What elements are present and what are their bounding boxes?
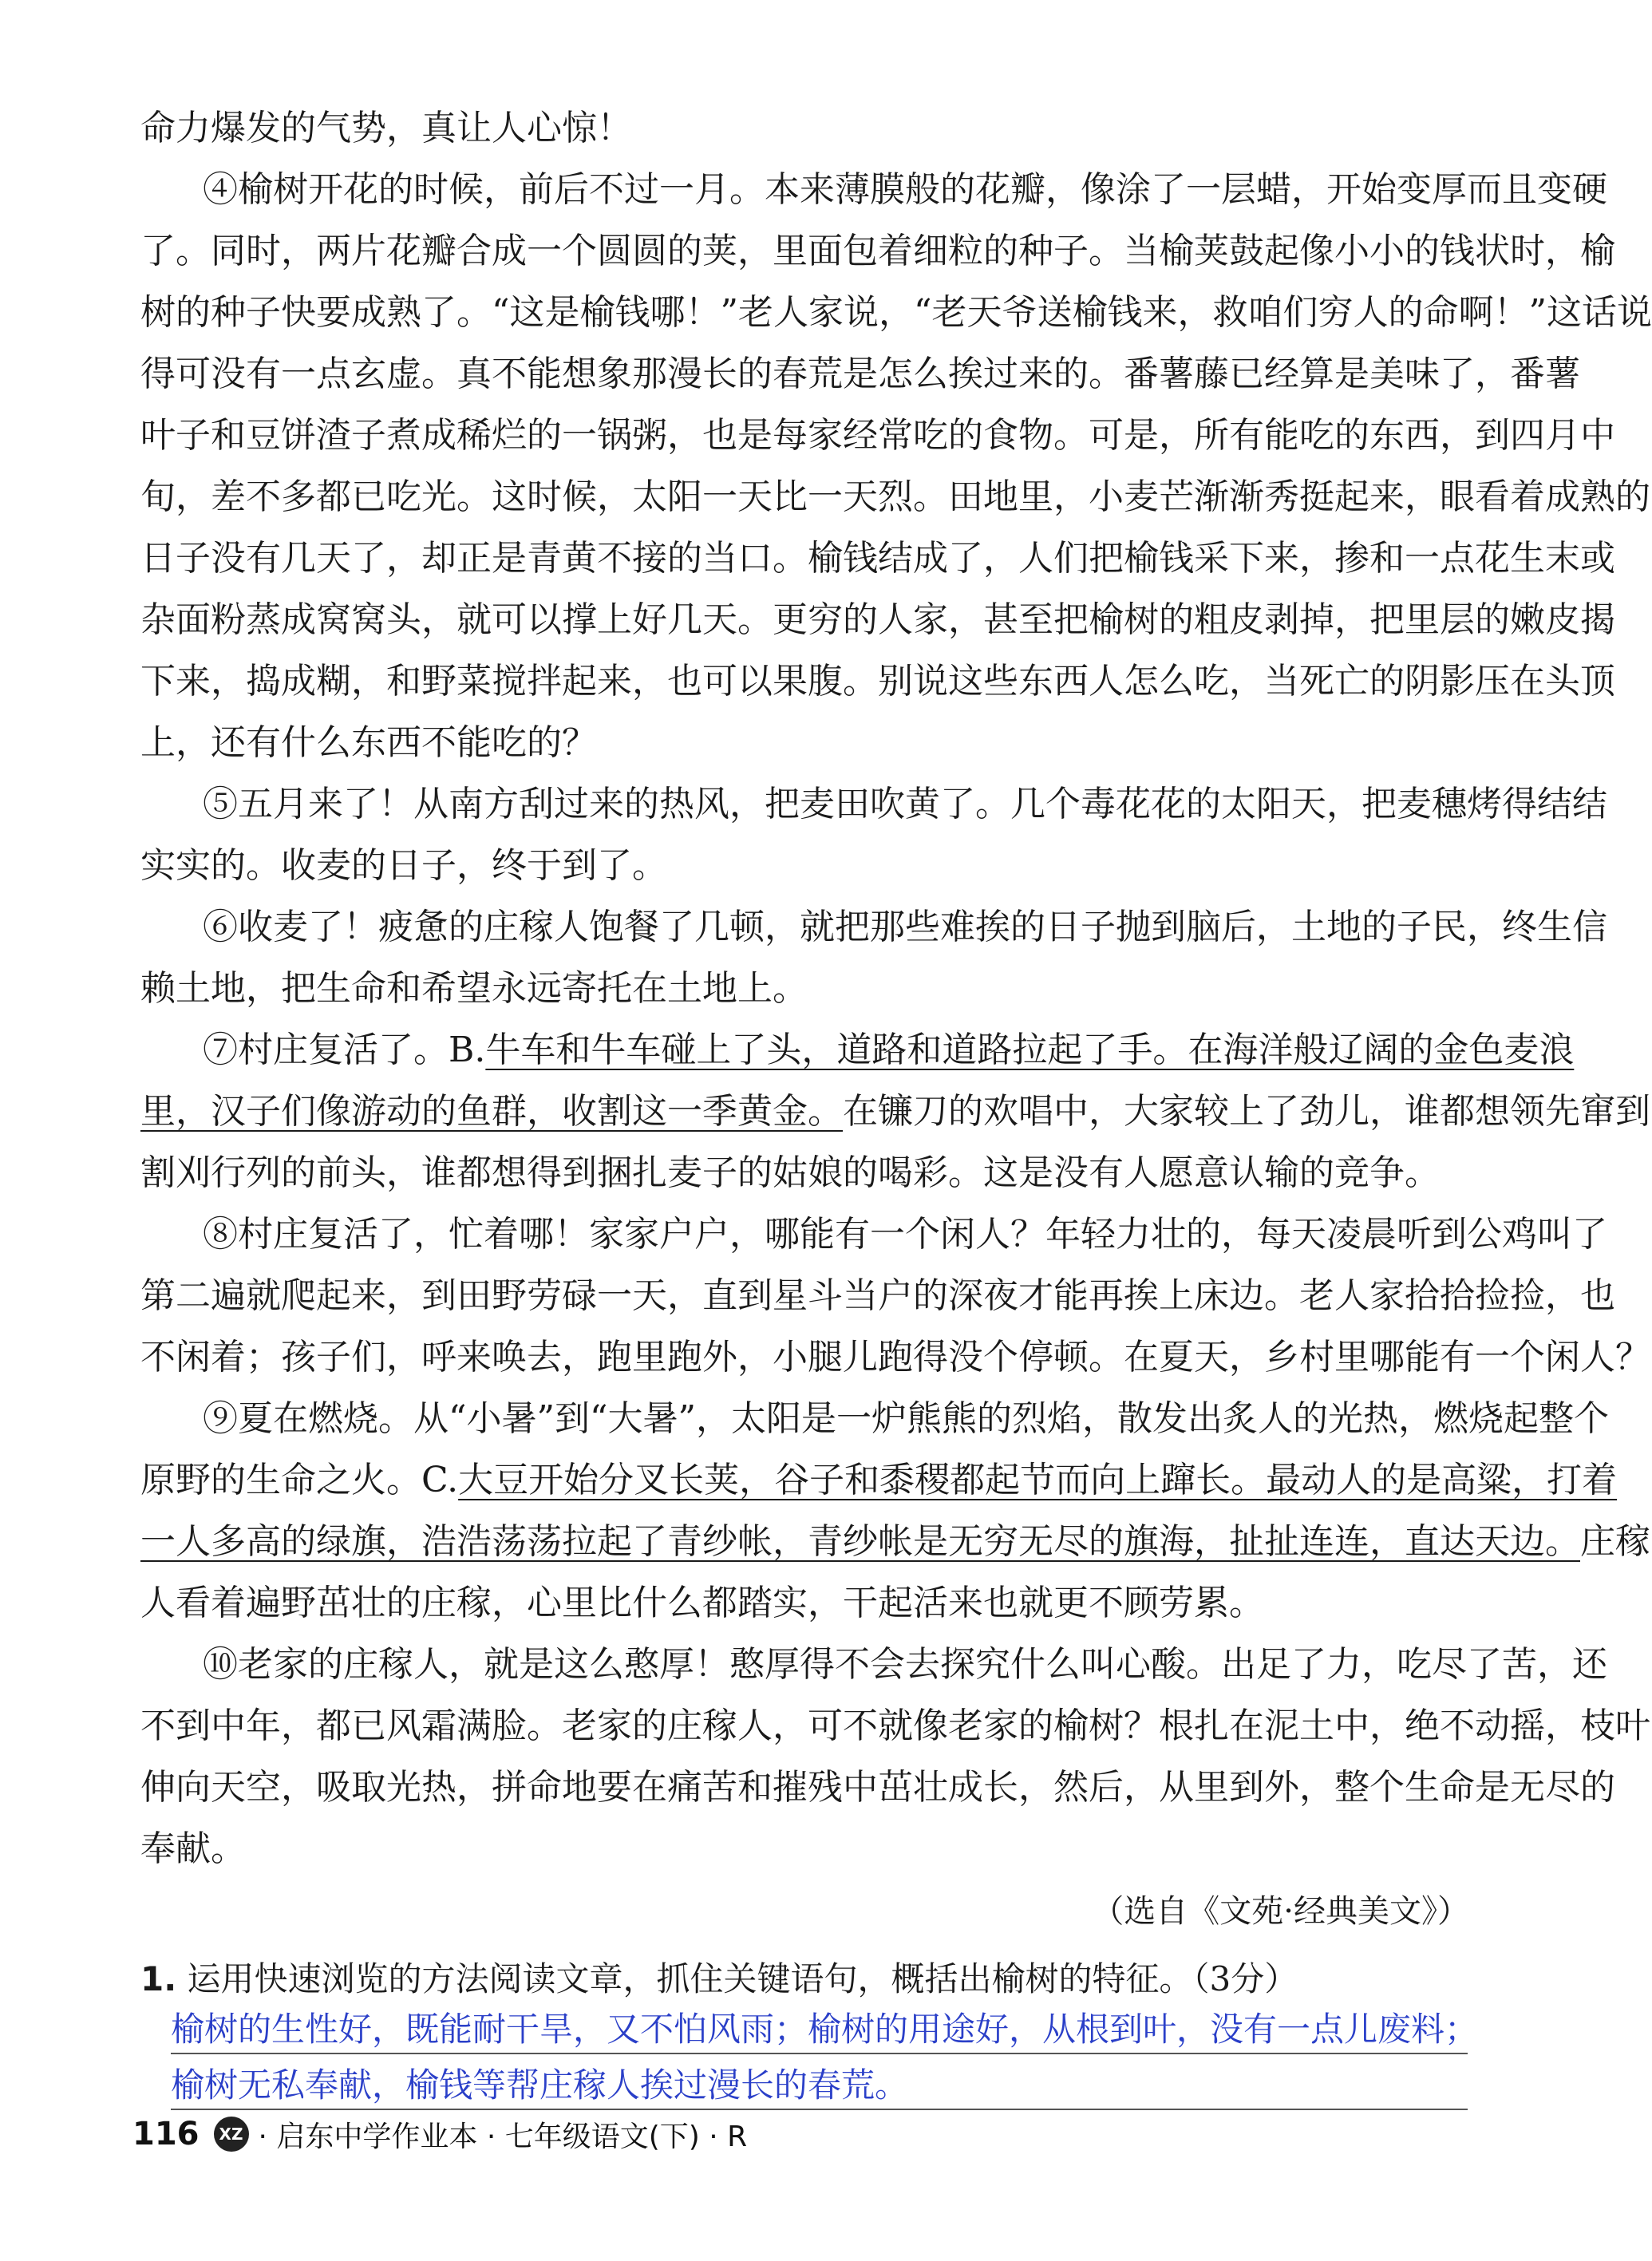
p7-label: ⑦村庄复活了。B. bbox=[203, 1030, 486, 1070]
passage-line: ⑨夏在燃烧。从“小暑”到“大暑”，太阳是一炉熊熊的烈焰，散发出炙人的光热，燃烧起整个 bbox=[203, 1398, 1609, 1439]
underlined-sentence-b-end: 里，汉子们像游动的鱼群，收割这一季黄金。 bbox=[140, 1091, 843, 1132]
publisher-logo-icon: XZ bbox=[214, 2117, 249, 2152]
source-citation: （选自《文苑·经典美文》） bbox=[1092, 1893, 1469, 1930]
passage-line: 了。同时，两片花瓣合成一个圆圆的荚，里面包着细粒的种子。当榆荚鼓起像小小的钱状时，榆 bbox=[140, 231, 1615, 271]
passage-line-p7 bbox=[203, 1026, 1575, 1076]
passage-line: 杂面粉蒸成窝窝头，就可以撑上好几天。更穷的人家，甚至把榆树的粗皮剥掉，把里层的嫩皮揭 bbox=[140, 599, 1615, 640]
passage-line: 旬，差不多都已吃光。这时候，太阳一天比一天烈。田地里，小麦芒渐渐秀挺起来，眼看着成熟的 bbox=[140, 476, 1650, 517]
passage-line: 叶子和豆饼渣子煮成稀烂的一锅粥，也是每家经常吃的食物。可是，所有能吃的东西，到四月中 bbox=[140, 415, 1615, 456]
answer-rule bbox=[171, 2109, 1468, 2110]
passage-line: 实实的。收麦的日子，终于到了。 bbox=[140, 845, 667, 886]
passage-line: 人看着遍野茁壮的庄稼，心里比什么都踏实，干起活来也就更不顾劳累。 bbox=[140, 1583, 1264, 1623]
passage-line-p9 bbox=[140, 1457, 1618, 1506]
passage-line: ⑤五月来了！从南方刮过来的热风，把麦田吹黄了。几个毒花花的太阳天，把麦穗烤得结结 bbox=[203, 784, 1607, 824]
passage-line: 得可没有一点玄虚。真不能想象那漫长的春荒是怎么挨过来的。番薯藤已经算是美味了，番薯 bbox=[140, 354, 1580, 394]
passage-line: 树的种子快要成熟了。“这是榆钱哪！”老人家说，“老天爷送榆钱来，救咱们穷人的命啊！”这话说 bbox=[140, 292, 1652, 333]
passage-line: 命力爆发的气势，真让人心惊！ bbox=[140, 108, 632, 148]
answer-rule bbox=[171, 2053, 1468, 2054]
answer-line-1: 榆树的生性好，既能耐干旱，又不怕风雨；榆树的用途好，从根到叶，没有一点儿废料； bbox=[171, 2010, 1479, 2049]
page-number: 116 bbox=[132, 2116, 200, 2152]
passage-line: ⑩老家的庄稼人，就是这么憨厚！憨厚得不会去探究什么叫心酸。出足了力，吃尽了苦，还 bbox=[203, 1644, 1607, 1685]
passage-line: 赖土地，把生命和希望永远寄托在土地上。 bbox=[140, 968, 808, 1009]
passage-line: 下来，捣成糊，和野菜搅拌起来，也可以果腹。别说这些东西人怎么吃，当死亡的阴影压在头顶 bbox=[140, 661, 1615, 702]
passage-line: 不闲着；孩子们，呼来唤去，跑里跑外，小腿儿跑得没个停顿。在夏天，乡村里哪能有一个闲人？ bbox=[140, 1337, 1650, 1378]
passage-line: 上，还有什么东西不能吃的？ bbox=[140, 722, 597, 763]
passage-line-p9 bbox=[140, 1518, 1650, 1567]
passage-line: 伸向天空，吸取光热，拼命地要在痛苦和摧残中茁壮成长，然后，从里到外，整个生命是无尽的 bbox=[140, 1767, 1615, 1808]
p9-text: 原野的生命之火。C. bbox=[140, 1460, 459, 1500]
underlined-sentence-c: 大豆开始分叉长荚，谷子和黍稷都起节而向上蹿长。最动人的是高粱，打着 bbox=[458, 1460, 1618, 1500]
underlined-sentence-b: 牛车和牛车碰上了头，道路和道路拉起了手。在海洋般辽阔的金色麦浪 bbox=[485, 1030, 1575, 1070]
passage-line: ④榆树开花的时候，前后不过一月。本来薄膜般的花瓣，像涂了一层蜡，开始变厚而且变硬 bbox=[203, 169, 1607, 210]
underlined-sentence-c-end: 一人多高的绿旗，浩浩荡荡拉起了青纱帐，青纱帐是无穷无尽的旗海，扯扯连连，直达天边。 bbox=[140, 1521, 1580, 1562]
book-title: · 启东中学作业本 · 七年级语文(下) · R bbox=[258, 2120, 748, 2153]
passage-line: 不到中年，都已风霜满脸。老家的庄稼人，可不就像老家的榆树？根扎在泥土中，绝不动摇，枝叶 bbox=[140, 1706, 1650, 1746]
answer-line-2: 榆树无私奉献，榆钱等帮庄稼人挨过漫长的春荒。 bbox=[171, 2065, 909, 2105]
page-footer bbox=[132, 2112, 747, 2156]
passage-line: 奉献。 bbox=[140, 1828, 246, 1869]
passage-line: 日子没有几天了，却正是青黄不接的当口。榆钱结成了，人们把榆钱采下来，掺和一点花生末或 bbox=[140, 538, 1615, 579]
passage-line: 割刈行列的前头，谁都想得到捆扎麦子的姑娘的喝彩。这是没有人愿意认输的竞争。 bbox=[140, 1152, 1440, 1193]
question-1 bbox=[140, 1956, 1469, 2002]
question-text: 运用快速浏览的方法阅读文章，抓住关键语句，概括出榆树的特征。（3分） bbox=[187, 1959, 1298, 1998]
passage-line: ⑥收麦了！疲惫的庄稼人饱餐了几顿，就把那些难挨的日子抛到脑后，土地的子民，终生信 bbox=[203, 907, 1607, 947]
question-number: 1. bbox=[140, 1959, 177, 1998]
p9-text: 庄稼 bbox=[1580, 1521, 1650, 1562]
passage-line-p7 bbox=[140, 1088, 1650, 1137]
passage-line: 第二遍就爬起来，到田野劳碌一天，直到星斗当户的深夜才能再挨上床边。老人家拾拾捡捡，也 bbox=[140, 1275, 1615, 1316]
passage-line: ⑧村庄复活了，忙着哪！家家户户，哪能有一个闲人？年轻力壮的，每天凌晨听到公鸡叫了 bbox=[203, 1214, 1607, 1255]
p7-text: 在镰刀的欢唱中，大家较上了劲儿，谁都想领先窜到 bbox=[843, 1091, 1650, 1132]
